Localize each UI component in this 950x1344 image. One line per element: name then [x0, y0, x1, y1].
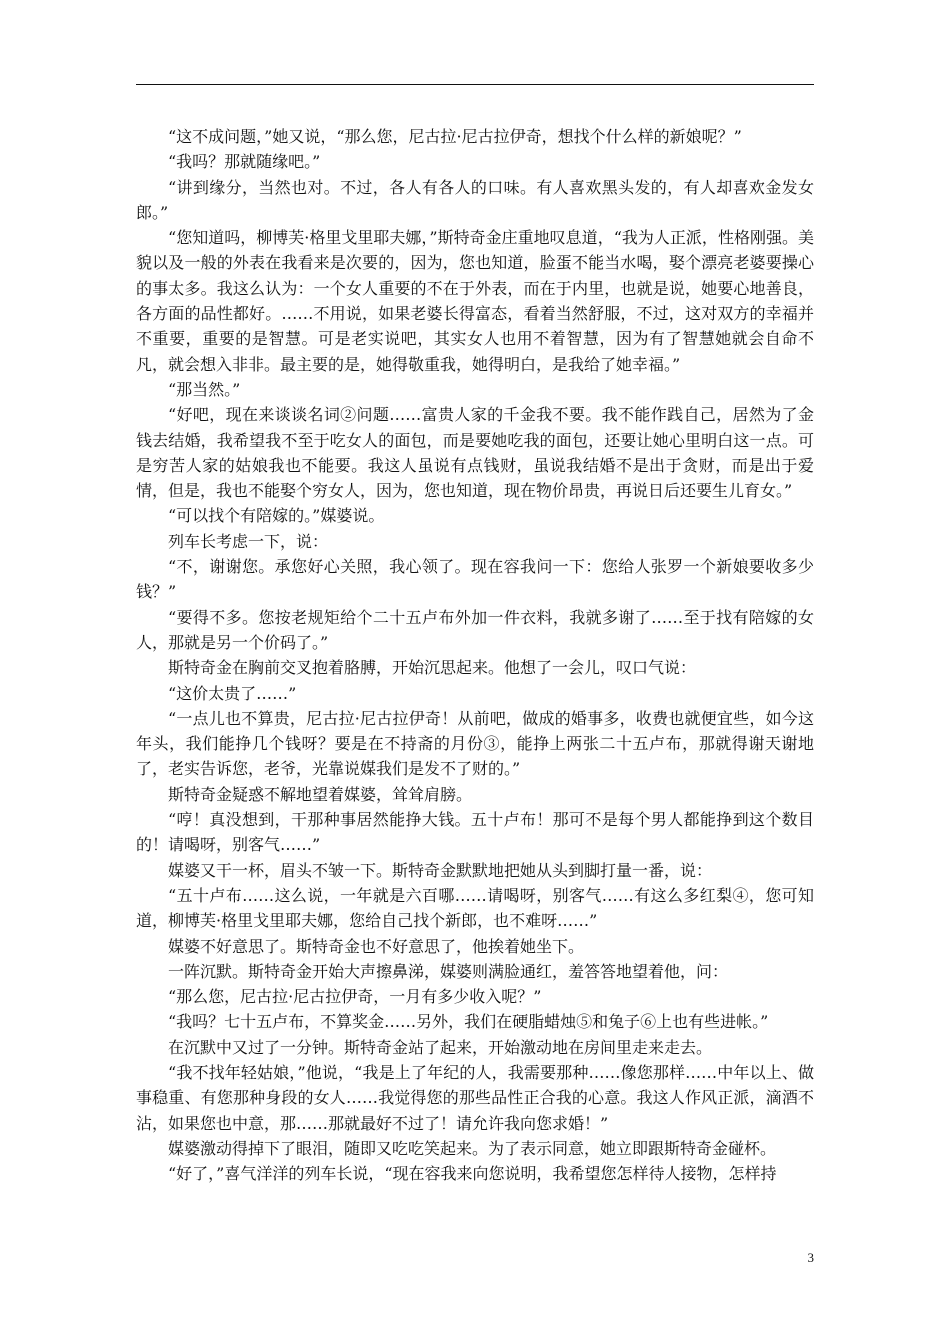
header-rule — [136, 84, 814, 85]
paragraph: “五十卢布……这么说，一年就是六百哪……请喝呀，别客气……有这么多红梨④，您可知道，柳博芙·格里戈里耶夫娜，您给自己找个新郎，也不难呀……” — [136, 885, 814, 931]
paragraph: “这价太贵了……” — [168, 683, 297, 703]
paragraph: “那当然。” — [168, 379, 241, 399]
paragraph: 媒婆又干一杯，眉头不皱一下。斯特奇金默默地把她从头到脚打量一番，说： — [168, 860, 713, 880]
paragraph: 一阵沉默。斯特奇金开始大声擦鼻涕，媒婆则满脸通红，羞答答地望着他，问： — [168, 961, 729, 981]
paragraph: “哼！真没想到，干那种事居然能挣大钱。五十卢布！那可不是每个男人都能挣到这个数目的！请喝呀，别客气……” — [136, 810, 814, 855]
paragraph: “讲到缘分，当然也对。不过，各人有各人的口味。有人喜欢黑头发的，有人却喜欢金发女郎。” — [136, 177, 814, 222]
paragraph: 斯特奇金疑惑不解地望着媒婆，耸耸肩膀。 — [168, 784, 473, 804]
paragraph: “不，谢谢您。承您好心关照，我心领了。现在容我问一下：您给人张罗一个新娘要收多少钱？” — [136, 557, 814, 602]
paragraph: “那么您，尼古拉·尼古拉伊奇，一月有多少收入呢？” — [168, 987, 542, 1007]
paragraph: 列车长考虑一下，说： — [168, 531, 329, 551]
document-body — [136, 124, 814, 1186]
paragraph: “您知道吗，柳博芙·格里戈里耶夫娜，”斯特奇金庄重地叹息道，“我为人正派，性格刚强。美貌以及一般的外表在我看来是次要的，因为，您也知道，脸蛋不能当水喝，娶个漂亮老婆要操心的事太多。我这么认为：一个女人重要的不在于外表，而在于内里，也就是说，她要心地善良，各方面的品性都好。……不用说，如果老婆长得富态，看着当然舒服，不过，这对双方的幸福并不重要，重要的是智慧。可是老实说吧，其实女人也用不着智慧，因为有了智慧她就会自命不凡，就会想入非非。最主要的是，她得敬重我，她得明白，是我给了她幸福。” — [136, 228, 814, 374]
paragraph: 斯特奇金在胸前交叉抱着胳膊，开始沉思起来。他想了一会儿，叹口气说： — [168, 658, 697, 678]
paragraph: “一点儿也不算贵，尼古拉·尼古拉伊奇！从前吧，做成的婚事多，收费也就便宜些，如今这年头，我们能挣几个钱呀？要是在不持斋的月份③，能挣上两张二十五卢布，那就得谢天谢地了，老实告诉您，老爷，光靠说媒我们是发不了财的。” — [136, 708, 814, 779]
paragraph: “可以找个有陪嫁的。”媒婆说。 — [168, 506, 385, 526]
paragraph: “这不成问题，”她又说，“那么您，尼古拉·尼古拉伊奇，想找个什么样的新娘呢？” — [168, 127, 742, 146]
paragraph: “好了，”喜气洋洋的列车长说，“现在容我来向您说明，我希望您怎样待人接物，怎样持 — [168, 1164, 777, 1184]
page-number: 3 — [807, 1250, 814, 1265]
paragraph: “要得不多。您按老规矩给个二十五卢布外加一件衣料，我就多谢了……至于找有陪嫁的女人，那就是另一个价码了。” — [136, 607, 814, 652]
paragraph: “我吗？那就随缘吧。” — [168, 152, 321, 172]
paragraph: “我吗？七十五卢布，不算奖金……另外，我们在硬脂蜡烛⑤和兔子⑥上也有些进帐。” — [168, 1012, 769, 1032]
paragraph: “我不找年轻姑娘，”他说，“我是上了年纪的人，我需要那种……像您那样……中年以上、做事稳重、有您那种身段的女人……我觉得您的那些品性正合我的心意。我这人作风正派，滴酒不沾，如果您也中意，那……那就最好不过了！请允许我向您求婚！” — [136, 1062, 814, 1133]
paragraph: 媒婆激动得掉下了眼泪，随即又吃吃笑起来。为了表示同意，她立即跟斯特奇金碰杯。 — [168, 1138, 777, 1158]
paragraph: 在沉默中又过了一分钟。斯特奇金站了起来，开始激动地在房间里走来走去。 — [168, 1037, 713, 1057]
paragraph: 媒婆不好意思了。斯特奇金也不好意思了，他挨着她坐下。 — [168, 936, 585, 956]
paragraph: “好吧，现在来谈谈名词②问题……富贵人家的千金我不要。我不能作践自己，居然为了金钱去结婚，我希望我不至于吃女人的面包，而是要她吃我的面包，还要让她心里明白这一点。可是穷苦人家的姑娘我也不能要。我这人虽说有点钱财，虽说我结婚不是出于贪财，而是出于爱情，但是，我也不能娶个穷女人，因为，您也知道，现在物价昂贵，再说日后还要生儿育女。” — [136, 405, 814, 501]
